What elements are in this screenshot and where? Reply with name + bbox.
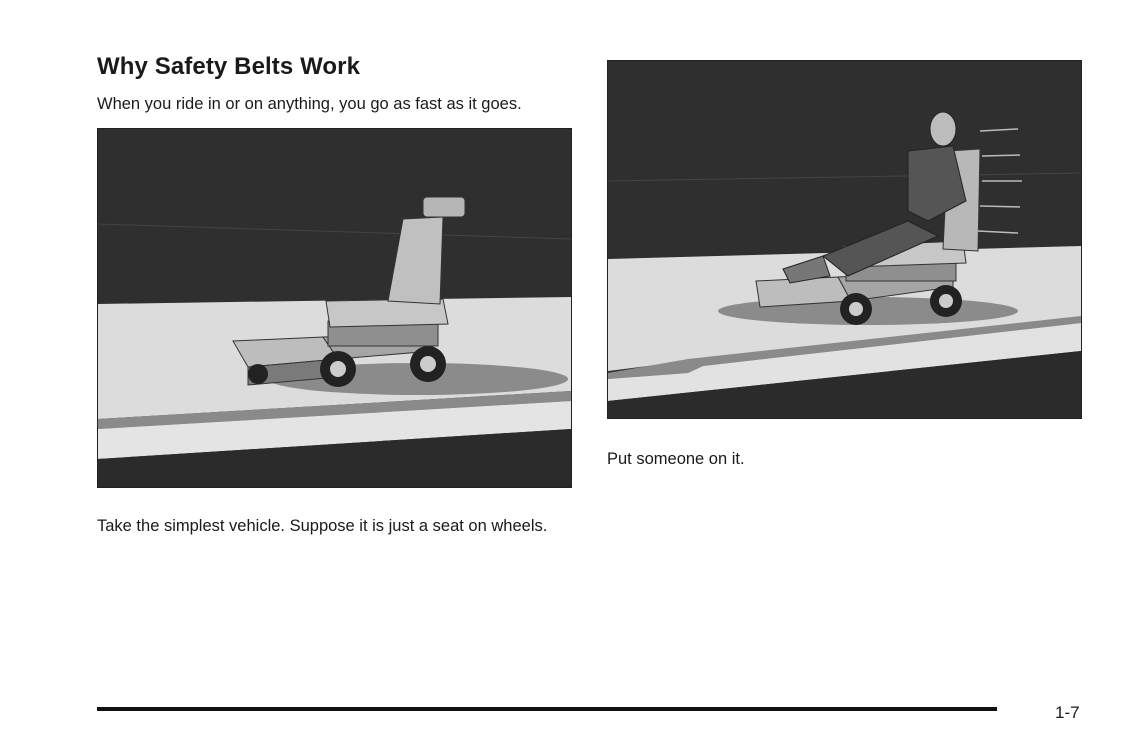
caption-right: Put someone on it. — [607, 450, 745, 468]
intro-text: When you ride in or on anything, you go as fast as it goes. — [97, 95, 522, 113]
page-number: 1-7 — [1055, 703, 1080, 722]
illustration-person-on-seat — [607, 60, 1082, 419]
footer-rule — [97, 707, 997, 711]
illustration-empty-seat — [97, 128, 572, 488]
caption-left: Take the simplest vehicle. Suppose it is just a seat on wheels. — [97, 517, 548, 535]
section-title: Why Safety Belts Work — [97, 53, 361, 80]
